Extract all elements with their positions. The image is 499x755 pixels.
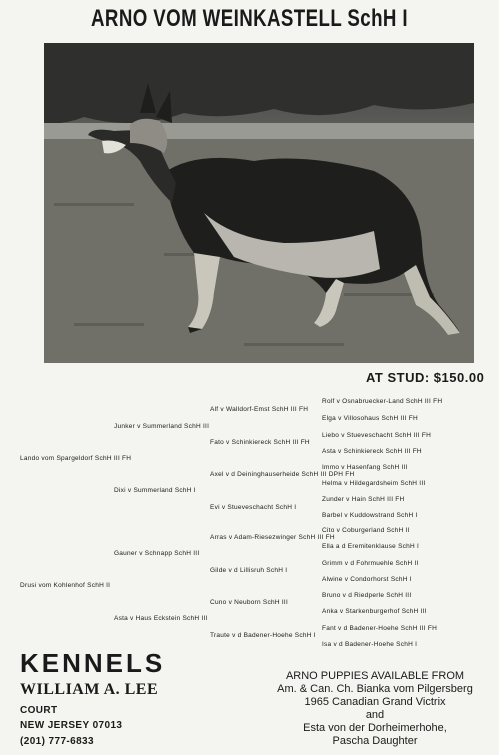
pedigree-gen4: Helma v Hildegardsheim SchH III — [322, 480, 426, 487]
pedigree-gen2: Asta v Haus Eckstein SchH III — [114, 615, 208, 622]
pedigree-gen4: Bruno v d Riedperle SchH III — [322, 592, 412, 599]
pedigree-gen4: Barbel v Kuddowstrand SchH I — [322, 512, 418, 519]
pedigree-gen4: Liebo v Stueveschacht SchH III FH — [322, 432, 432, 439]
puppies-line: ARNO PUPPIES AVAILABLE FROM — [285, 670, 465, 682]
pedigree-gen2: Dixi v Summerland SchH I — [114, 487, 196, 494]
pedigree-gen3: Traute v d Badener-Hoehe SchH I — [210, 632, 316, 639]
pedigree-gen4: Asta v Schinkiereck SchH III FH — [322, 448, 422, 455]
pedigree-gen4: Fant v d Badener-Hoehe SchH III FH — [322, 625, 438, 632]
pedigree-gen3: Alf v Walldorf-Emst SchH III FH — [210, 406, 309, 413]
kennel-owner: WILLIAM A. LEE — [20, 681, 159, 698]
pedigree-gen4: Immo v Hasenfang SchH III — [322, 464, 408, 471]
pedigree-gen3: Arras v Adam-Riesezwinger SchH III FH — [210, 534, 335, 541]
pedigree-gen4: Ella a d Eremitenklause SchH I — [322, 543, 420, 550]
puppies-notice — [240, 670, 499, 748]
puppies-line: and — [365, 709, 385, 721]
pedigree-gen4: Isa v d Badener-Hoehe SchH I — [322, 641, 418, 648]
pedigree-gen3: Axel v d Deininghauserheide SchH III DPH FH — [210, 471, 355, 478]
pedigree-dam: Drusi vom Kohlenhof SchH II — [20, 582, 111, 589]
pedigree-gen2: Junker v Summerland SchH III — [114, 423, 210, 430]
stud-fee: AT STUD: $150.00 — [366, 370, 485, 385]
page-title: ARNO VOM WEINKASTELL SchH I — [91, 5, 408, 32]
pedigree-gen4: Zunder v Hain SchH III FH — [322, 496, 405, 503]
pedigree-gen4: Anka v Starkenburgerhof SchH III — [322, 608, 427, 615]
puppies-line: Esta von der Dorheimerhohe, — [303, 722, 447, 734]
pedigree-gen4: Elga v Villosohaus SchH III FH — [322, 415, 418, 422]
pedigree-gen4: Rolf v Osnabruecker-Land SchH III FH — [322, 398, 443, 405]
kennel-address-line: COURT — [20, 705, 58, 716]
pedigree-gen3: Cuno v Neuborn SchH III — [210, 599, 289, 606]
pedigree-gen4: Cito v Coburgerland SchH II — [322, 527, 410, 534]
pedigree-sire-sire: Lando vom Spargeldorf SchH III FH — [20, 455, 132, 462]
pedigree-gen3: Gilde v d Lillisruh SchH I — [210, 567, 288, 574]
kennel-phone: (201) 777-6833 — [20, 736, 94, 747]
dog-photo — [44, 43, 474, 363]
pedigree-gen4: Alwine v Condorhorst SchH I — [322, 576, 412, 583]
pedigree-gen3: Fato v Schinkiereck SchH III FH — [210, 439, 310, 446]
pedigree-gen4: Grimm v d Fohrmuehle SchH II — [322, 560, 419, 567]
puppies-line: Pascha Daughter — [332, 735, 418, 747]
kennel-address-state: NEW JERSEY 07013 — [20, 720, 123, 731]
puppies-line: 1965 Canadian Grand Victrix — [304, 696, 446, 708]
pedigree-gen2: Gauner v Schnapp SchH III — [114, 550, 200, 557]
puppies-line: Am. & Can. Ch. Bianka vom Pilgersberg — [277, 683, 473, 695]
pedigree-gen3: Evi v Stueveschacht SchH I — [210, 504, 297, 511]
kennels-heading: KENNELS — [20, 648, 166, 678]
